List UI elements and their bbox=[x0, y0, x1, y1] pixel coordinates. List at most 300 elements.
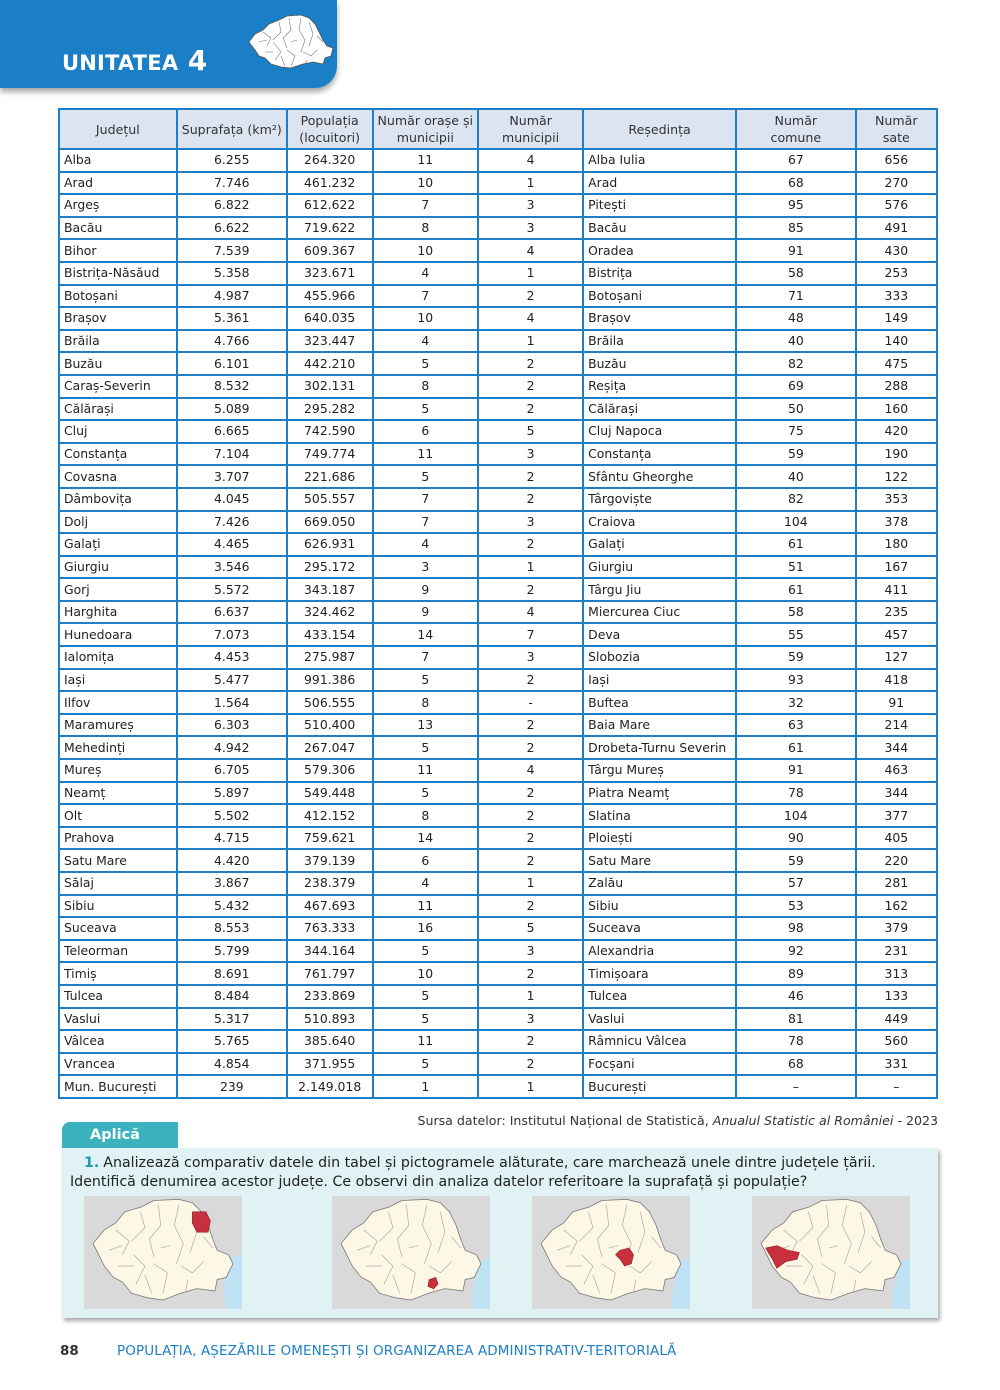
population-cell: 412.152 bbox=[287, 804, 373, 827]
county-cell: Hunedoara bbox=[59, 623, 177, 646]
area-cell: 7.073 bbox=[177, 623, 287, 646]
county-cell: Mehedinți bbox=[59, 736, 177, 759]
area-cell: 4.453 bbox=[177, 646, 287, 669]
table-row bbox=[59, 827, 937, 850]
communes-cell: 58 bbox=[736, 601, 856, 624]
towns-cell: 5 bbox=[373, 465, 479, 488]
table-row bbox=[59, 578, 937, 601]
communes-cell: 50 bbox=[736, 398, 856, 421]
seat-cell: Călărași bbox=[583, 398, 736, 421]
population-cell: 549.448 bbox=[287, 782, 373, 805]
communes-cell: 71 bbox=[736, 285, 856, 308]
municipalities-cell: 5 bbox=[478, 917, 583, 940]
area-cell: 6.622 bbox=[177, 217, 287, 240]
villages-cell: 379 bbox=[856, 917, 937, 940]
towns-cell: 10 bbox=[373, 962, 479, 985]
table-row bbox=[59, 488, 937, 511]
unit-banner bbox=[0, 0, 337, 88]
table-row bbox=[59, 194, 937, 217]
area-cell: 8.532 bbox=[177, 375, 287, 398]
table-row bbox=[59, 669, 937, 692]
column-header bbox=[373, 109, 479, 149]
municipalities-cell: 2 bbox=[478, 285, 583, 308]
municipalities-cell: 3 bbox=[478, 194, 583, 217]
communes-cell: 92 bbox=[736, 940, 856, 963]
population-cell: 742.590 bbox=[287, 420, 373, 443]
communes-cell: 95 bbox=[736, 194, 856, 217]
municipalities-cell: 4 bbox=[478, 759, 583, 782]
communes-cell: 51 bbox=[736, 556, 856, 579]
table-row bbox=[59, 1053, 937, 1076]
seat-cell: Miercurea Ciuc bbox=[583, 601, 736, 624]
communes-cell: 61 bbox=[736, 736, 856, 759]
county-cell: Bistrița-Năsăud bbox=[59, 262, 177, 285]
villages-cell: 220 bbox=[856, 849, 937, 872]
column-header bbox=[59, 109, 177, 149]
unit-title bbox=[62, 44, 207, 77]
aplica-tab: Aplică bbox=[62, 1122, 178, 1148]
communes-cell: 98 bbox=[736, 917, 856, 940]
villages-cell: 288 bbox=[856, 375, 937, 398]
column-header bbox=[736, 109, 856, 149]
column-header bbox=[478, 109, 583, 149]
column-header-line: (locuitori) bbox=[299, 130, 361, 145]
villages-cell: 656 bbox=[856, 149, 937, 172]
seat-cell: Iași bbox=[583, 669, 736, 692]
seat-cell: Brașov bbox=[583, 307, 736, 330]
table-row bbox=[59, 420, 937, 443]
column-header bbox=[856, 109, 937, 149]
data-source-note bbox=[417, 1113, 938, 1128]
seat-cell: Timișoara bbox=[583, 962, 736, 985]
county-cell: Ilfov bbox=[59, 691, 177, 714]
seat-cell: Galați bbox=[583, 533, 736, 556]
population-cell: 2.149.018 bbox=[287, 1075, 373, 1098]
villages-cell: 344 bbox=[856, 736, 937, 759]
area-cell: 3.546 bbox=[177, 556, 287, 579]
villages-cell: 331 bbox=[856, 1053, 937, 1076]
county-cell: Harghita bbox=[59, 601, 177, 624]
villages-cell: 190 bbox=[856, 443, 937, 466]
table-row bbox=[59, 940, 937, 963]
communes-cell: 40 bbox=[736, 330, 856, 353]
villages-cell: 560 bbox=[856, 1030, 937, 1053]
towns-cell: 5 bbox=[373, 1053, 479, 1076]
communes-cell: 48 bbox=[736, 307, 856, 330]
county-cell: Mureș bbox=[59, 759, 177, 782]
municipalities-cell: 2 bbox=[478, 1053, 583, 1076]
towns-cell: 6 bbox=[373, 849, 479, 872]
population-cell: 991.386 bbox=[287, 669, 373, 692]
map-highlight-center bbox=[532, 1196, 690, 1309]
towns-cell: 11 bbox=[373, 895, 479, 918]
area-cell: 5.765 bbox=[177, 1030, 287, 1053]
county-cell: Buzău bbox=[59, 352, 177, 375]
county-cell: Sibiu bbox=[59, 895, 177, 918]
county-cell: Prahova bbox=[59, 827, 177, 850]
seat-cell: Deva bbox=[583, 623, 736, 646]
source-prefix: Sursa datelor: Institutul Național de Statistică, bbox=[417, 1113, 713, 1128]
county-cell: Vâlcea bbox=[59, 1030, 177, 1053]
area-cell: 8.553 bbox=[177, 917, 287, 940]
county-cell: Bihor bbox=[59, 239, 177, 262]
table-row bbox=[59, 533, 937, 556]
population-cell: 233.869 bbox=[287, 985, 373, 1008]
table-row bbox=[59, 149, 937, 172]
table-row bbox=[59, 646, 937, 669]
table-row bbox=[59, 917, 937, 940]
area-cell: 4.715 bbox=[177, 827, 287, 850]
villages-cell: 576 bbox=[856, 194, 937, 217]
chapter-title: POPULAȚIA, AȘEZĂRILE OMENEȘTI ȘI ORGANIZAREA ADMINISTRATIV-TERITORIALĂ bbox=[117, 1343, 677, 1359]
table-row bbox=[59, 804, 937, 827]
area-cell: 6.101 bbox=[177, 352, 287, 375]
villages-cell: 463 bbox=[856, 759, 937, 782]
municipalities-cell: 4 bbox=[478, 307, 583, 330]
seat-cell: Oradea bbox=[583, 239, 736, 262]
table-row bbox=[59, 849, 937, 872]
communes-cell: 59 bbox=[736, 849, 856, 872]
area-cell: 5.432 bbox=[177, 895, 287, 918]
area-cell: 5.897 bbox=[177, 782, 287, 805]
municipalities-cell: 1 bbox=[478, 872, 583, 895]
table-row bbox=[59, 217, 937, 240]
villages-cell: 449 bbox=[856, 1008, 937, 1031]
area-cell: 4.465 bbox=[177, 533, 287, 556]
villages-cell: 313 bbox=[856, 962, 937, 985]
population-cell: 221.686 bbox=[287, 465, 373, 488]
counties-table bbox=[58, 108, 938, 1099]
seat-cell: Bacău bbox=[583, 217, 736, 240]
seat-cell: Alba Iulia bbox=[583, 149, 736, 172]
villages-cell: 475 bbox=[856, 352, 937, 375]
villages-cell: 122 bbox=[856, 465, 937, 488]
unit-label: UNITATEA bbox=[62, 51, 179, 75]
source-year: - 2023 bbox=[893, 1113, 938, 1128]
towns-cell: 5 bbox=[373, 352, 479, 375]
source-publication: Anualul Statistic al României bbox=[712, 1113, 894, 1128]
column-header-line: comune bbox=[770, 130, 822, 145]
villages-cell: 333 bbox=[856, 285, 937, 308]
column-header-line: Număr bbox=[875, 113, 918, 128]
area-cell: 3.707 bbox=[177, 465, 287, 488]
area-cell: 5.572 bbox=[177, 578, 287, 601]
area-cell: 5.317 bbox=[177, 1008, 287, 1031]
seat-cell: Craiova bbox=[583, 511, 736, 534]
column-header-line: sate bbox=[882, 130, 910, 145]
villages-cell: 418 bbox=[856, 669, 937, 692]
towns-cell: 4 bbox=[373, 330, 479, 353]
column-header-line: Număr orașe și bbox=[377, 113, 474, 128]
county-cell: Botoșani bbox=[59, 285, 177, 308]
population-cell: 626.931 bbox=[287, 533, 373, 556]
villages-cell: – bbox=[856, 1075, 937, 1098]
towns-cell: 5 bbox=[373, 782, 479, 805]
population-cell: 640.035 bbox=[287, 307, 373, 330]
population-cell: 343.187 bbox=[287, 578, 373, 601]
communes-cell: 91 bbox=[736, 759, 856, 782]
communes-cell: 61 bbox=[736, 578, 856, 601]
seat-cell: Baia Mare bbox=[583, 714, 736, 737]
communes-cell: 67 bbox=[736, 149, 856, 172]
table-row bbox=[59, 1008, 937, 1031]
county-cell: Olt bbox=[59, 804, 177, 827]
page-number: 88 bbox=[60, 1343, 79, 1359]
county-cell: Constanța bbox=[59, 443, 177, 466]
villages-cell: 378 bbox=[856, 511, 937, 534]
villages-cell: 411 bbox=[856, 578, 937, 601]
area-cell: 7.104 bbox=[177, 443, 287, 466]
municipalities-cell: 2 bbox=[478, 895, 583, 918]
table-row bbox=[59, 556, 937, 579]
municipalities-cell: 7 bbox=[478, 623, 583, 646]
table-row bbox=[59, 1030, 937, 1053]
area-cell: 8.484 bbox=[177, 985, 287, 1008]
county-cell: Dâmbovița bbox=[59, 488, 177, 511]
population-cell: 295.172 bbox=[287, 556, 373, 579]
county-cell: Cluj bbox=[59, 420, 177, 443]
municipalities-cell: 4 bbox=[478, 601, 583, 624]
municipalities-cell: 2 bbox=[478, 578, 583, 601]
towns-cell: 4 bbox=[373, 262, 479, 285]
county-cell: Sălaj bbox=[59, 872, 177, 895]
aplica-box bbox=[62, 1148, 938, 1318]
towns-cell: 7 bbox=[373, 646, 479, 669]
table-row bbox=[59, 330, 937, 353]
villages-cell: 133 bbox=[856, 985, 937, 1008]
table-row bbox=[59, 352, 937, 375]
seat-cell: Târgoviște bbox=[583, 488, 736, 511]
towns-cell: 7 bbox=[373, 488, 479, 511]
municipalities-cell: 2 bbox=[478, 849, 583, 872]
municipalities-cell: 3 bbox=[478, 511, 583, 534]
table-row bbox=[59, 285, 937, 308]
towns-cell: 10 bbox=[373, 172, 479, 195]
table-row bbox=[59, 375, 937, 398]
municipalities-cell: 2 bbox=[478, 714, 583, 737]
county-cell: Argeș bbox=[59, 194, 177, 217]
towns-cell: 5 bbox=[373, 398, 479, 421]
table-header-row bbox=[59, 109, 937, 149]
county-cell: Călărași bbox=[59, 398, 177, 421]
communes-cell: 78 bbox=[736, 782, 856, 805]
towns-cell: 7 bbox=[373, 285, 479, 308]
seat-cell: Piatra Neamț bbox=[583, 782, 736, 805]
villages-cell: 353 bbox=[856, 488, 937, 511]
population-cell: 302.131 bbox=[287, 375, 373, 398]
towns-cell: 7 bbox=[373, 194, 479, 217]
seat-cell: Cluj Napoca bbox=[583, 420, 736, 443]
communes-cell: 61 bbox=[736, 533, 856, 556]
area-cell: 8.691 bbox=[177, 962, 287, 985]
county-cell: Arad bbox=[59, 172, 177, 195]
population-cell: 719.622 bbox=[287, 217, 373, 240]
seat-cell: Alexandria bbox=[583, 940, 736, 963]
municipalities-cell: 1 bbox=[478, 985, 583, 1008]
municipalities-cell: 2 bbox=[478, 962, 583, 985]
towns-cell: 11 bbox=[373, 1030, 479, 1053]
area-cell: 6.665 bbox=[177, 420, 287, 443]
communes-cell: 89 bbox=[736, 962, 856, 985]
population-cell: 669.050 bbox=[287, 511, 373, 534]
villages-cell: 281 bbox=[856, 872, 937, 895]
communes-cell: 59 bbox=[736, 443, 856, 466]
communes-cell: 63 bbox=[736, 714, 856, 737]
municipalities-cell: 1 bbox=[478, 172, 583, 195]
seat-cell: Slatina bbox=[583, 804, 736, 827]
communes-cell: 55 bbox=[736, 623, 856, 646]
area-cell: 4.420 bbox=[177, 849, 287, 872]
villages-cell: 270 bbox=[856, 172, 937, 195]
column-header-line: Județul bbox=[95, 121, 140, 137]
population-cell: 385.640 bbox=[287, 1030, 373, 1053]
area-cell: 6.705 bbox=[177, 759, 287, 782]
column-header bbox=[287, 109, 373, 149]
task-number: 1. bbox=[84, 1155, 100, 1171]
municipalities-cell: 3 bbox=[478, 940, 583, 963]
task-1 bbox=[70, 1154, 932, 1192]
seat-cell: Slobozia bbox=[583, 646, 736, 669]
population-cell: 324.462 bbox=[287, 601, 373, 624]
seat-cell: Vaslui bbox=[583, 1008, 736, 1031]
area-cell: 4.045 bbox=[177, 488, 287, 511]
population-cell: 759.621 bbox=[287, 827, 373, 850]
communes-cell: 93 bbox=[736, 669, 856, 692]
towns-cell: 11 bbox=[373, 149, 479, 172]
towns-cell: 1 bbox=[373, 1075, 479, 1098]
area-cell: 5.358 bbox=[177, 262, 287, 285]
population-cell: 442.210 bbox=[287, 352, 373, 375]
towns-cell: 5 bbox=[373, 669, 479, 692]
municipalities-cell: 2 bbox=[478, 782, 583, 805]
table-row bbox=[59, 511, 937, 534]
communes-cell: 53 bbox=[736, 895, 856, 918]
towns-cell: 5 bbox=[373, 736, 479, 759]
villages-cell: 253 bbox=[856, 262, 937, 285]
seat-cell: Sfântu Gheorghe bbox=[583, 465, 736, 488]
villages-cell: 214 bbox=[856, 714, 937, 737]
romania-map-icon bbox=[84, 1196, 242, 1309]
county-cell: Bacău bbox=[59, 217, 177, 240]
table-row bbox=[59, 691, 937, 714]
villages-cell: 491 bbox=[856, 217, 937, 240]
table-row bbox=[59, 1075, 937, 1098]
municipalities-cell: 2 bbox=[478, 465, 583, 488]
population-cell: 761.797 bbox=[287, 962, 373, 985]
table-row bbox=[59, 872, 937, 895]
area-cell: 4.942 bbox=[177, 736, 287, 759]
seat-cell: Râmnicu Vâlcea bbox=[583, 1030, 736, 1053]
area-cell: 7.539 bbox=[177, 239, 287, 262]
population-cell: 510.400 bbox=[287, 714, 373, 737]
municipalities-cell: 2 bbox=[478, 669, 583, 692]
county-cell: Brăila bbox=[59, 330, 177, 353]
towns-cell: 13 bbox=[373, 714, 479, 737]
seat-cell: Drobeta-Turnu Severin bbox=[583, 736, 736, 759]
column-header-line: Număr bbox=[774, 113, 818, 128]
towns-cell: 6 bbox=[373, 420, 479, 443]
seat-cell: Constanța bbox=[583, 443, 736, 466]
communes-cell: 75 bbox=[736, 420, 856, 443]
population-cell: 344.164 bbox=[287, 940, 373, 963]
population-cell: 379.139 bbox=[287, 849, 373, 872]
area-cell: 5.502 bbox=[177, 804, 287, 827]
seat-cell: București bbox=[583, 1075, 736, 1098]
map-highlight-northeast bbox=[84, 1196, 242, 1309]
population-cell: 267.047 bbox=[287, 736, 373, 759]
population-cell: 763.333 bbox=[287, 917, 373, 940]
population-cell: 323.447 bbox=[287, 330, 373, 353]
column-header-line: Reședința bbox=[628, 121, 691, 137]
population-cell: 609.367 bbox=[287, 239, 373, 262]
municipalities-cell: 2 bbox=[478, 827, 583, 850]
towns-cell: 5 bbox=[373, 1008, 479, 1031]
villages-cell: 457 bbox=[856, 623, 937, 646]
towns-cell: 9 bbox=[373, 601, 479, 624]
towns-cell: 14 bbox=[373, 623, 479, 646]
romania-map-icon bbox=[532, 1196, 690, 1309]
seat-cell: Pitești bbox=[583, 194, 736, 217]
romania-map-icon bbox=[243, 12, 335, 74]
communes-cell: 104 bbox=[736, 511, 856, 534]
seat-cell: Sibiu bbox=[583, 895, 736, 918]
county-cell: Caraș-Severin bbox=[59, 375, 177, 398]
municipalities-cell: 2 bbox=[478, 1030, 583, 1053]
municipalities-cell: 1 bbox=[478, 1075, 583, 1098]
population-cell: 579.306 bbox=[287, 759, 373, 782]
seat-cell: Satu Mare bbox=[583, 849, 736, 872]
villages-cell: 405 bbox=[856, 827, 937, 850]
villages-cell: 235 bbox=[856, 601, 937, 624]
table-row bbox=[59, 307, 937, 330]
towns-cell: 10 bbox=[373, 307, 479, 330]
population-cell: 505.557 bbox=[287, 488, 373, 511]
seat-cell: Târgu Mureș bbox=[583, 759, 736, 782]
map-highlight-west bbox=[752, 1196, 910, 1309]
villages-cell: 180 bbox=[856, 533, 937, 556]
municipalities-cell: 2 bbox=[478, 398, 583, 421]
population-cell: 433.154 bbox=[287, 623, 373, 646]
area-cell: 6.255 bbox=[177, 149, 287, 172]
municipalities-cell: 2 bbox=[478, 352, 583, 375]
county-cell: Mun. București bbox=[59, 1075, 177, 1098]
communes-cell: 85 bbox=[736, 217, 856, 240]
communes-cell: 69 bbox=[736, 375, 856, 398]
seat-cell: Botoșani bbox=[583, 285, 736, 308]
population-cell: 455.966 bbox=[287, 285, 373, 308]
communes-cell: – bbox=[736, 1075, 856, 1098]
table-row bbox=[59, 782, 937, 805]
communes-cell: 32 bbox=[736, 691, 856, 714]
table-row bbox=[59, 172, 937, 195]
table-row bbox=[59, 262, 937, 285]
table-row bbox=[59, 714, 937, 737]
table-row bbox=[59, 398, 937, 421]
area-cell: 7.746 bbox=[177, 172, 287, 195]
villages-cell: 149 bbox=[856, 307, 937, 330]
area-cell: 3.867 bbox=[177, 872, 287, 895]
area-cell: 239 bbox=[177, 1075, 287, 1098]
county-cell: Covasna bbox=[59, 465, 177, 488]
map-highlight-bucharest bbox=[332, 1196, 490, 1309]
communes-cell: 58 bbox=[736, 262, 856, 285]
task-text: Analizează comparativ datele din tabel și pictogramele alăturate, care marchează unele dintre județele țării. Identifică denumirea acestor județe. Ce observi din analiza datelor referitoare la suprafață și populație? bbox=[70, 1155, 876, 1190]
towns-cell: 5 bbox=[373, 940, 479, 963]
table-row bbox=[59, 239, 937, 262]
county-cell: Brașov bbox=[59, 307, 177, 330]
communes-cell: 82 bbox=[736, 488, 856, 511]
column-header-line: Populația bbox=[300, 113, 359, 128]
